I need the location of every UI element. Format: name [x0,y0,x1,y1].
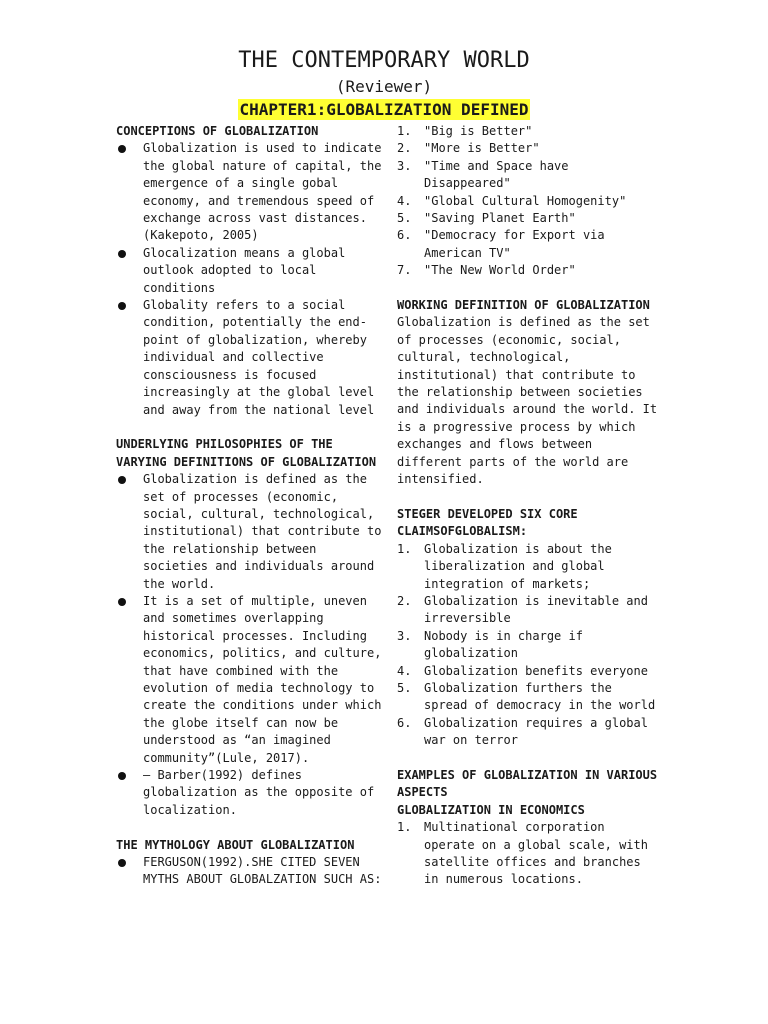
bullet-text: It is a set of multiple, uneven and sometimes overlapping historical processes. Including economics, politics, and culture, that have combined with the evolution of media technology to create the conditions under which the globe itself can now be understood as “an imagined community”(Lule, 2017). [143,593,382,765]
myth-list-item [397,262,659,279]
bullet-text: Globality refers to a social condition, potentially the end-point of globalization, whereby individual and collective consciousness is focused increasingly at the global level and away from the national level [143,298,375,417]
right-column [397,123,659,889]
claim-text: Globalization is about the liberalization and global integration of markets; [424,541,612,591]
section-heading-examples: EXAMPLES OF GLOBALIZATION IN VARIOUS ASPECTS [397,767,658,800]
example-list-item [397,819,659,889]
section-heading-working-definition: WORKING DEFINITION OF GLOBALIZATION [397,298,650,313]
list-number: 7. [397,263,412,278]
claim-list-item [397,715,659,750]
bullet-text: FERGUSON(1992).SHE CITED SEVEN MYTHS ABOUT GLOBALZATION SUCH AS: [143,855,382,887]
list-number: 5. [397,680,412,695]
list-number: 3. [397,158,412,173]
bullet-text: Glocalization means a global outlook adopted to local conditions [143,245,346,295]
claim-list-item [397,663,659,680]
claim-list-item [397,593,659,628]
page-subtitle: (Reviewer) [335,77,433,96]
list-number: 1. [397,820,412,835]
page-title: THE CONTEMPORARY WORLD [238,48,530,73]
bullet-item [116,140,386,244]
list-number: 1. [397,124,412,138]
bullet-item [116,297,386,419]
myth-text: "Democracy for Export via American TV" [424,228,605,260]
myth-list-item [397,158,659,193]
list-number: 5. [397,211,412,226]
left-column [116,123,386,889]
myth-list-item [397,193,659,210]
myth-text: "Global Cultural Homogenity" [424,193,627,208]
list-number: 6. [397,228,412,243]
list-number: 4. [397,663,412,678]
claim-text: Globalization furthers the spread of democracy in the world [424,680,656,713]
list-number: 4. [397,193,412,208]
list-number: 6. [397,715,412,730]
section-heading-conceptions: CONCEPTIONS OF GLOBALIZATION [116,124,319,138]
chapter-heading-wrap [0,99,768,120]
bullet-item [116,854,386,889]
example-text: Multinational corporation operate on a global scale, with satellite offices and branches in numerous locations. [424,820,648,887]
list-number: 1. [397,541,412,556]
myth-list-item [397,210,659,227]
claim-text: Nobody is in charge if globalization [424,628,583,661]
list-number: 3. [397,628,412,643]
section-heading-mythology: THE MYTHOLOGY ABOUT GLOBALIZATION [116,837,355,852]
myth-list-item [397,123,659,140]
bullet-item [116,593,386,767]
bullet-item [116,471,386,593]
myth-text: "More is Better" [424,141,540,156]
claim-list-item [397,680,659,715]
section-heading-philosophies: UNDERLYING PHILOSOPHIES OF THE VARYING DEFINITIONS OF GLOBALIZATION [116,437,377,469]
bullet-text: Globalization is used to indicate the global nature of capital, the emergence of a single gobal economy, and tremendous speed of exchange across vast distances. (Kakepoto, 2005) [143,141,382,243]
bullet-item [116,767,386,819]
chapter-heading: CHAPTER1:GLOBALIZATION DEFINED [239,100,529,119]
claim-text: Globalization benefits everyone [424,663,648,678]
myth-text: "The New World Order" [424,263,576,278]
claim-text: Globalization requires a global war on terror [424,715,648,748]
list-number: 2. [397,593,412,608]
myth-text: "Big is Better" [424,124,533,138]
working-definition-body: Globalization is defined as the set of processes (economic, social, cultural, technological, institutional) that contribute to the relationship between societies and individuals around the world. It is a progressive process by which exchanges and flows between different parts of the world are intensified. [397,315,658,487]
claim-list-item [397,628,659,663]
claim-text: Globalization is inevitable and irreversible [424,593,648,626]
myth-text: "Time and Space have Disappeared" [424,158,569,191]
section-heading-steger: STEGER DEVELOPED SIX CORE CLAIMSOFGLOBALISM: [397,506,578,539]
myth-list-item [397,227,659,262]
bullet-item [116,245,386,297]
subsection-heading-economics: GLOBALIZATION IN ECONOMICS [397,802,585,817]
bullet-text: Globalization is defined as the set of processes (economic, social, cultural, technological, institutional) that contribute to the relationship between societies and individuals around the world. [143,472,382,591]
claim-list-item [397,541,659,593]
list-number: 2. [397,141,412,156]
bullet-text: – Barber(1992) defines globalization as the opposite of localization. [143,768,375,817]
myth-list-item [397,140,659,157]
myth-text: "Saving Planet Earth" [424,211,576,226]
